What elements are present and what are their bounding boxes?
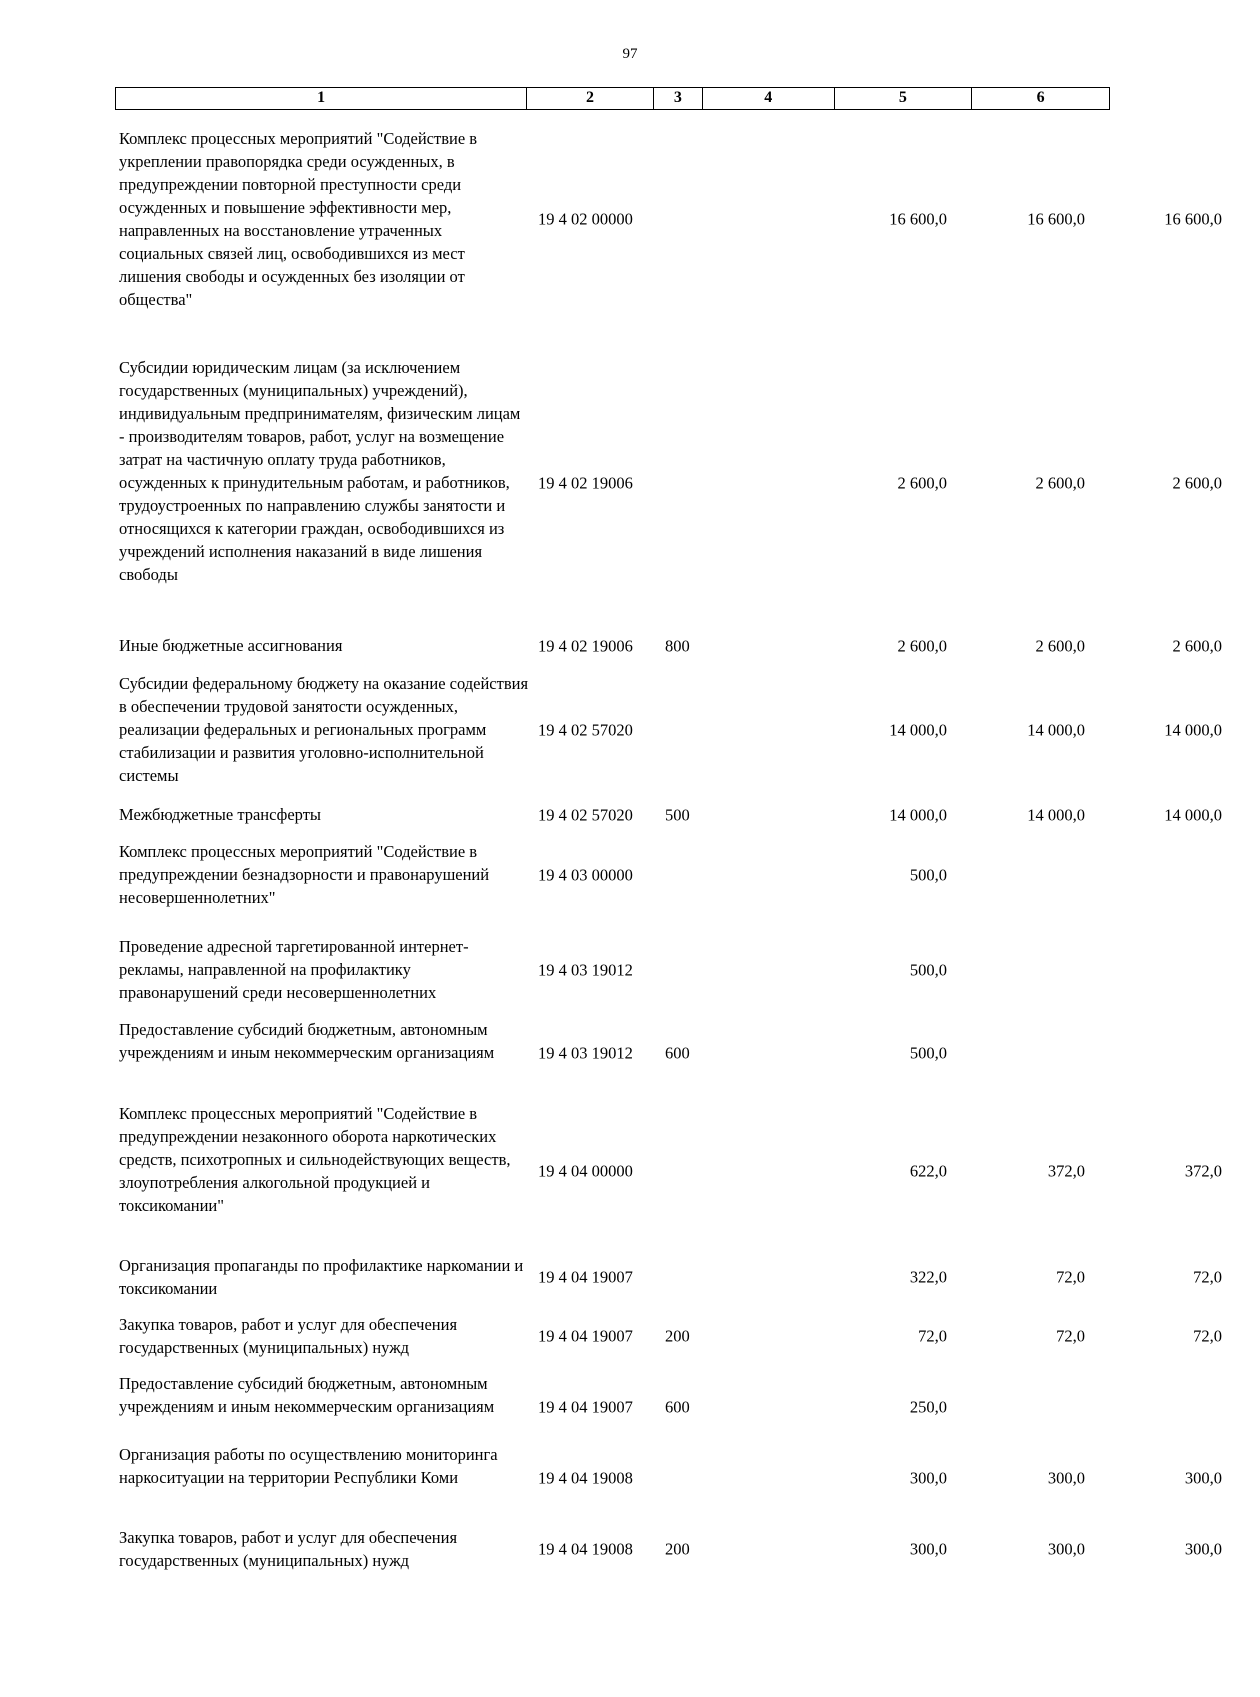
row-description: Закупка товаров, работ и услуг для обеспечения государственных (муниципальных) нужд — [119, 1528, 458, 1570]
row-description: Закупка товаров, работ и услуг для обеспечения государственных (муниципальных) нужд — [119, 1315, 458, 1357]
row-code: 19 4 04 19008 — [538, 1468, 633, 1487]
row-code: 19 4 03 00000 — [538, 865, 633, 884]
table-row — [115, 1443, 1222, 1512]
row-expense-type: 800 — [665, 636, 690, 655]
row-description: Организация пропаганды по профилактике наркомании и токсикомании — [119, 1256, 524, 1298]
row-description: Иные бюджетные ассигнования — [119, 636, 343, 655]
row-description: Проведение адресной таргетированной интернет-рекламы, направленной на профилактику правонарушений среди несовершеннолетних — [119, 937, 469, 1002]
table-row — [115, 1372, 1110, 1441]
row-description: Предоставление субсидий бюджетным, автономным учреждениям и иным некоммерческим организациям — [119, 1020, 495, 1062]
row-description: Комплекс процессных мероприятий "Содействие в укреплении правопорядка среди осужденных, в предупреждении повторной преступности среди осужденных и повышение эффективности мер, направленных на восстановление утраченных социальных связей лиц, освободившихся из мест лишения свободы и осужденных без изоляции от общества" — [119, 129, 478, 309]
row-value-4: 2 600,0 — [897, 636, 947, 655]
row-code: 19 4 02 00000 — [538, 209, 633, 229]
row-code: 19 4 02 19006 — [538, 636, 633, 655]
row-description: Субсидии федеральному бюджету на оказание содействия в обеспечении трудовой занятости осужденных, реализации федеральных и региональных программ стабилизации и развития уголовно-исполнительной системы — [119, 674, 529, 785]
row-value-5: 300,0 — [1047, 1468, 1085, 1487]
row-value-4: 300,0 — [909, 1539, 947, 1559]
row-value-5: 14 000,0 — [1027, 720, 1085, 739]
row-value-6: 14 000,0 — [1164, 720, 1222, 739]
row-expense-type: 500 — [665, 805, 690, 824]
row-value-6: 2 600,0 — [1172, 473, 1222, 492]
row-value-4: 250,0 — [909, 1397, 947, 1416]
table-row — [115, 1102, 1222, 1240]
row-description: Комплекс процессных мероприятий "Содействие в предупреждении безнадзорности и правонарушений несовершеннолетних" — [119, 842, 490, 907]
row-value-5: 300,0 — [1047, 1539, 1085, 1559]
row-value-5: 72,0 — [1056, 1267, 1085, 1287]
row-code: 19 4 03 19012 — [538, 960, 633, 979]
row-value-5: 14 000,0 — [1027, 805, 1085, 824]
row-value-6: 16 600,0 — [1164, 209, 1222, 229]
row-code: 19 4 02 57020 — [538, 720, 633, 739]
row-value-5: 16 600,0 — [1027, 209, 1085, 229]
row-value-4: 14 000,0 — [889, 720, 947, 739]
row-code: 19 4 04 19007 — [538, 1326, 633, 1346]
row-description: Организация работы по осуществлению мониторинга наркоситуации на территории Республики Коми — [119, 1445, 498, 1487]
row-value-6: 300,0 — [1184, 1539, 1222, 1559]
table-row — [115, 1254, 1222, 1300]
row-code: 19 4 04 00000 — [538, 1161, 633, 1181]
row-code: 19 4 03 19012 — [538, 1043, 633, 1062]
row-value-6: 14 000,0 — [1164, 805, 1222, 824]
row-description: Межбюджетные трансферты — [119, 805, 322, 824]
row-value-6: 72,0 — [1193, 1326, 1222, 1346]
row-value-4: 322,0 — [909, 1267, 947, 1287]
table-row — [115, 672, 1222, 787]
row-expense-type: 200 — [665, 1539, 690, 1559]
table-header — [115, 87, 1110, 110]
table-row — [115, 1018, 1110, 1087]
row-value-5: 2 600,0 — [1035, 473, 1085, 492]
row-code: 19 4 02 57020 — [538, 805, 633, 824]
table-row — [115, 1526, 1222, 1572]
table-row — [115, 1313, 1222, 1359]
row-expense-type: 600 — [665, 1397, 690, 1416]
row-value-6: 300,0 — [1184, 1468, 1222, 1487]
row-value-4: 500,0 — [909, 960, 947, 979]
table-row — [115, 356, 1222, 609]
row-value-6: 72,0 — [1193, 1267, 1222, 1287]
row-expense-type: 600 — [665, 1043, 690, 1062]
page-number: 97 — [622, 46, 638, 62]
row-code: 19 4 04 19007 — [538, 1267, 633, 1287]
row-value-5: 72,0 — [1056, 1326, 1085, 1346]
row-value-4: 300,0 — [909, 1468, 947, 1487]
row-description: Комплекс процессных мероприятий "Содействие в предупреждении незаконного оборота наркотических средств, психотропных и сильнодействующих веществ, злоупотребления алкогольной продукцией и токсикомании" — [119, 1104, 511, 1215]
row-expense-type: 200 — [665, 1326, 690, 1346]
row-description: Предоставление субсидий бюджетным, автономным учреждениям и иным некоммерческим организациям — [119, 1374, 495, 1416]
row-code: 19 4 04 19008 — [538, 1539, 633, 1559]
row-code: 19 4 02 19006 — [538, 473, 633, 492]
row-value-6: 372,0 — [1184, 1161, 1222, 1181]
row-value-6: 2 600,0 — [1172, 636, 1222, 655]
table-row — [115, 634, 1222, 657]
column-header-5: 5 — [835, 88, 973, 109]
column-header-1: 1 — [116, 88, 527, 109]
row-value-4: 500,0 — [909, 865, 947, 884]
row-value-5: 372,0 — [1047, 1161, 1085, 1181]
row-code: 19 4 04 19007 — [538, 1397, 633, 1416]
table-row — [115, 127, 1222, 311]
table-row — [115, 935, 1110, 1004]
table-row — [115, 840, 1110, 909]
column-header-3: 3 — [654, 88, 703, 109]
column-header-2: 2 — [527, 88, 654, 109]
row-value-5: 2 600,0 — [1035, 636, 1085, 655]
row-value-4: 14 000,0 — [889, 805, 947, 824]
row-value-4: 622,0 — [909, 1161, 947, 1181]
row-value-4: 16 600,0 — [889, 209, 947, 229]
row-value-4: 72,0 — [918, 1326, 947, 1346]
table-row — [115, 803, 1222, 826]
column-header-4: 4 — [703, 88, 835, 109]
column-header-6: 6 — [1036, 89, 1045, 106]
row-value-4: 2 600,0 — [897, 473, 947, 492]
row-description: Субсидии юридическим лицам (за исключением государственных (муниципальных) учреждений), индивидуальным предпринимателям, физическим лицам - производителям товаров, работ, услуг на возмещение затрат на частичную оплату труда работников, осужденных к принудительным работам, и работников, трудоустроенных по направлению службы занятости и относящихся к категории граждан, освободившихся из учреждений исполнения наказаний в виде лишения свободы — [119, 358, 521, 584]
row-value-4: 500,0 — [909, 1043, 947, 1062]
